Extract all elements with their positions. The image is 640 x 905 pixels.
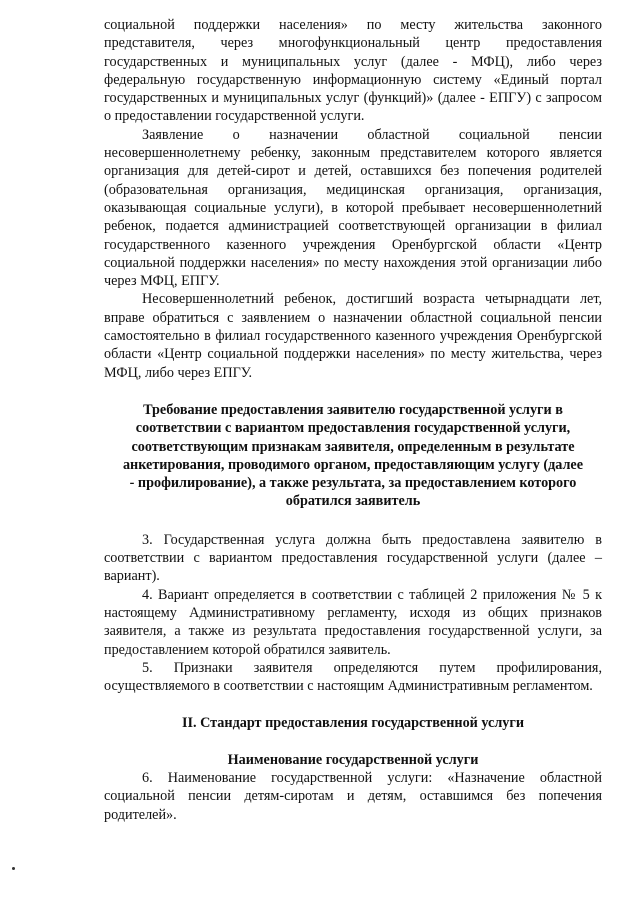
subsection-title: Наименование государственной услуги bbox=[227, 751, 479, 768]
scan-artifact-dot bbox=[12, 867, 15, 870]
section-title: II. Стандарт предоставления государственной услуги bbox=[181, 715, 525, 732]
variant-requirement-heading: Требование предоставления заявителю государственной услуги в соответствии с вариантом предоставления государственной услуги, соответствующим признакам заявителя, определенным в результате анкетирования, проводимого органом, предоставляющим услугу (далее - профилирование), а также результата, за предоставлением которого обратился заявитель bbox=[122, 401, 584, 510]
paragraph-item-3: 3. Государственная услуга должна быть предоставлена заявителю в соответствии с вариантом предоставления государственной услуги (далее – вариант). bbox=[104, 531, 602, 585]
paragraph-application-organization: Заявление о назначении областной социальной пенсии несовершеннолетнему ребенку, законным представителем которого является организация для детей-сирот и детей, оставшихся без попечения родителей (образовательная организация, медицинская организация, организация, оказывающая социальные услуги), в которой пребывает несовершеннолетний ребенок, подается администрацией соответствующей организации в филиал государственного казенного учреждения Оренбургской области «Центр социальной поддержки населения» по месту нахождения этой организации либо через МФЦ, ЕПГУ. bbox=[104, 126, 602, 290]
paragraph-item-6: 6. Наименование государственной услуги: «Назначение областной социальной пенсии детям-сиротам и детям, оставшимся без попечения родителей». bbox=[104, 769, 602, 823]
paragraph-continuation: социальной поддержки населения» по месту жительства законного представителя, через многофункциональный центр предоставления государственных и муниципальных услуг (далее - МФЦ), либо через федеральную государственную информационную систему «Единый портал государственных и муниципальных услуг (функций)» (далее - ЕПГУ) с запросом о предоставлении государственной услуги. bbox=[104, 17, 602, 125]
document-page bbox=[104, 16, 602, 824]
paragraph-item-5: 5. Признаки заявителя определяются путем профилирования, осуществляемого в соответствии с настоящим Административным регламентом. bbox=[104, 659, 602, 695]
paragraph-item-4: 4. Вариант определяется в соответствии с таблицей 2 приложения № 5 к настоящему Административному регламенту, исходя из общих признаков заявителя, а также из результата предоставления государственной услуги, за предоставлением которой обратился заявитель. bbox=[104, 586, 602, 658]
paragraph-minor-self-application: Несовершеннолетний ребенок, достигший возраста четырнадцати лет, вправе обратиться с заявлением о назначении областной социальной пенсии самостоятельно в филиал государственного казенного учреждения Оренбургской области «Центр социальной поддержки населения» по месту жительства, через МФЦ, либо через ЕПГУ. bbox=[104, 291, 602, 381]
